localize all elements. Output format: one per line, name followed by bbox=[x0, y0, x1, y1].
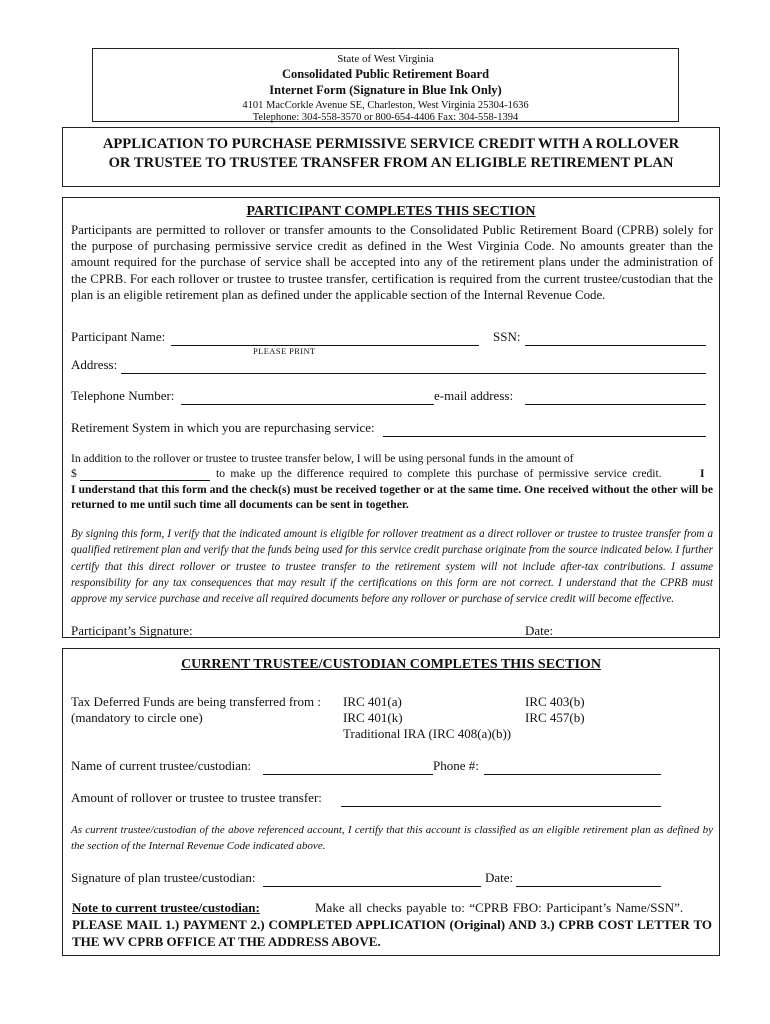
email-label: e-mail address: bbox=[434, 388, 514, 403]
retirement-system-field[interactable] bbox=[383, 436, 706, 437]
option-irc-401a[interactable]: IRC 401(a) bbox=[343, 694, 402, 709]
custodian-section bbox=[62, 648, 720, 956]
title-line-2: OR TRUSTEE TO TRUSTEE TRANSFER FROM AN ELIGIBLE RETIREMENT PLAN bbox=[108, 155, 674, 171]
board-phones: Telephone: 304-558-3570 or 800-654-4406 Fax: 304-558-1394 bbox=[252, 112, 519, 123]
board-name: Consolidated Public Retirement Board bbox=[281, 67, 490, 81]
retirement-system-label: Retirement System in which you are repurchasing service: bbox=[71, 420, 375, 435]
trustee-name-field[interactable] bbox=[263, 774, 433, 775]
custodian-certification: As current trustee/custodian of the above referenced account, I certify that this account is classified as an eligible retirement plan as defined by the section of the Internal Revenue Code indicated above. bbox=[71, 824, 713, 853]
option-traditional-ira[interactable]: Traditional IRA (IRC 408(a)(b)) bbox=[343, 726, 512, 741]
option-irc-401k[interactable]: IRC 401(k) bbox=[343, 710, 403, 725]
trustee-name-label: Name of current trustee/custodian: bbox=[71, 758, 252, 773]
ssn-field[interactable] bbox=[525, 345, 706, 346]
please-print-note: PLEASE PRINT bbox=[253, 346, 316, 356]
form-title bbox=[62, 127, 720, 187]
participant-heading: PARTICIPANT COMPLETES THIS SECTION bbox=[246, 204, 536, 219]
board-address: 4101 MacCorkle Avenue SE, Charleston, West Virginia 25304-1636 bbox=[242, 100, 529, 111]
trustee-note-label: Note to current trustee/custodian: bbox=[72, 900, 260, 915]
transfer-amount-label: Amount of rollover or trustee to trustee transfer: bbox=[71, 790, 322, 805]
mailing-instructions: PLEASE MAIL 1.) PAYMENT 2.) COMPLETED APPLICATION (Original) AND 3.) CPRB COST LETTER TO THE WV CPRB OFFICE AT THE ADDRESS ABOVE. bbox=[72, 917, 712, 949]
funds-source-label: Tax Deferred Funds are being transferred from : bbox=[71, 694, 321, 709]
funds-text-2: to make up the difference required to complete this purchase of permissive service credit. bbox=[216, 467, 662, 480]
option-irc-457b[interactable]: IRC 457(b) bbox=[525, 710, 585, 725]
trustee-signature-field[interactable] bbox=[263, 886, 481, 887]
circle-one-note: (mandatory to circle one) bbox=[71, 710, 203, 725]
ssn-label: SSN: bbox=[493, 329, 521, 344]
trustee-note-text: Make all checks payable to: “CPRB FBO: Participant’s Name/SSN”. bbox=[315, 900, 684, 915]
telephone-field[interactable] bbox=[181, 404, 434, 405]
funds-dollar-sign: $ bbox=[71, 467, 77, 480]
participant-section bbox=[62, 197, 720, 638]
personal-funds-amount-field[interactable] bbox=[80, 480, 210, 481]
title-line-1: APPLICATION TO PURCHASE PERMISSIVE SERVICE CREDIT WITH A ROLLOVER bbox=[102, 136, 680, 152]
funds-bold-notice: I understand that this form and the check(s) must be received together or at the same time. One received without the other will be returned to me until such time all documents can be sent in together. bbox=[71, 483, 713, 512]
participant-signature-label: Participant’s Signature: bbox=[71, 623, 193, 638]
participant-date-label: Date: bbox=[525, 623, 554, 638]
trustee-phone-label: Phone #: bbox=[433, 758, 479, 773]
address-field[interactable] bbox=[121, 373, 706, 374]
form-header bbox=[92, 48, 679, 122]
participant-certification: By signing this form, I verify that the indicated amount is eligible for rollover treatment as a direct rollover or trustee to trustee transfer from a qualified retirement plan and verify that the funds being used for this service credit purchase originate from the source indicated below. I further certify that this direct rollover or trustee to trustee transfer to the retirement system will not include after-tax contributions. I assume responsibility for any tax consequences that may result if the certifications on this form are not correct. I understand that the CPRB must approve my service purchase and receive all required documents before any rollover or purchase of service credit will become effective. bbox=[71, 528, 713, 606]
trustee-signature-label: Signature of plan trustee/custodian: bbox=[71, 870, 256, 885]
email-field[interactable] bbox=[525, 404, 706, 405]
participant-name-label: Participant Name: bbox=[71, 329, 166, 344]
form-type: Internet Form (Signature in Blue Ink Only) bbox=[269, 83, 502, 97]
trustee-phone-field[interactable] bbox=[484, 774, 661, 775]
option-irc-403b[interactable]: IRC 403(b) bbox=[525, 694, 585, 709]
participant-name-field[interactable] bbox=[171, 345, 479, 346]
transfer-amount-field[interactable] bbox=[341, 806, 661, 807]
trustee-date-label: Date: bbox=[485, 870, 514, 885]
trustee-date-field[interactable] bbox=[516, 886, 661, 887]
telephone-label: Telephone Number: bbox=[71, 388, 175, 403]
custodian-heading: CURRENT TRUSTEE/CUSTODIAN COMPLETES THIS SECTION bbox=[181, 657, 601, 672]
funds-text-1: In addition to the rollover or trustee to trustee transfer below, I will be using personal funds in the amount of bbox=[71, 452, 574, 465]
funds-text-i: I bbox=[700, 467, 705, 480]
state-name: State of West Virginia bbox=[337, 53, 434, 65]
participant-intro: Participants are permitted to rollover or transfer amounts to the Consolidated Public Retirement Board (CPRB) solely for the purpose of purchasing permissive service credit as defined in the West Virginia Code. No amounts greater than the amount required for the purchase of service shall be accepted into any of the retirement plans under the administration of the CPRB. For each rollover or trustee to trustee transfer, certification is required from the current trustee/custodian that the plan is an eligible retirement plan as defined under the applicable section of the Internal Revenue Code. bbox=[71, 223, 713, 302]
address-label: Address: bbox=[71, 357, 118, 372]
